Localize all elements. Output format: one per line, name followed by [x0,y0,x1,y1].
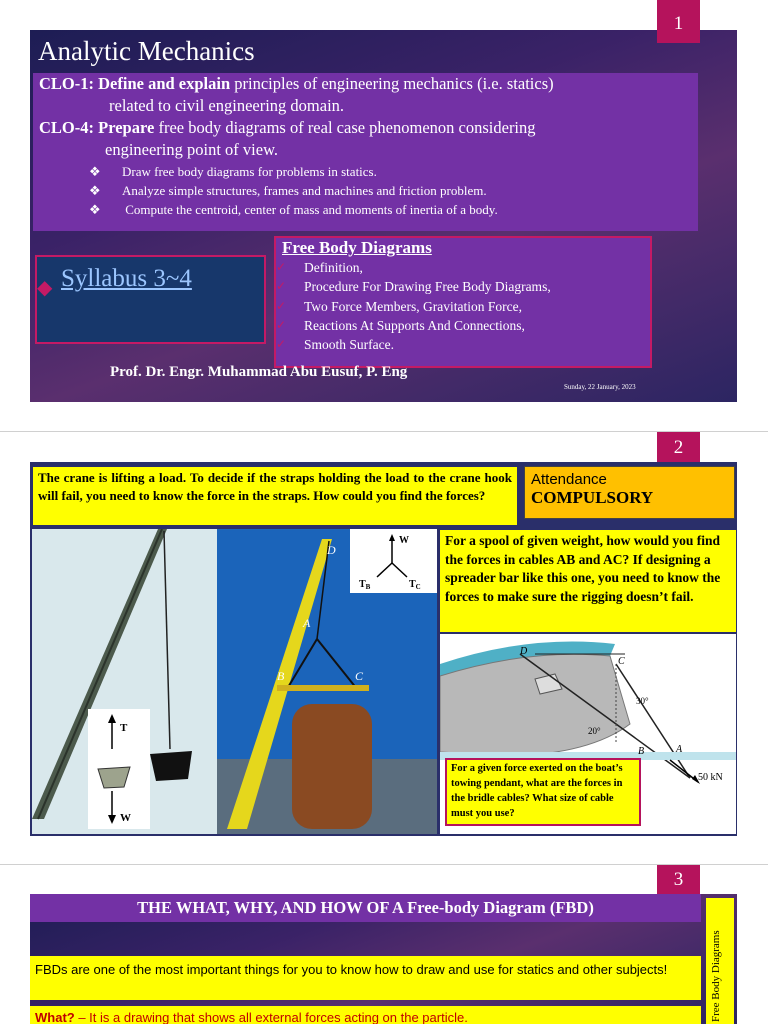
page-number: 3 [657,865,700,937]
fbd-intro: FBDs are one of the most important things for you to know how to draw and use for statics and other subjects! [30,956,701,1000]
slide-3 [30,894,737,1024]
slide-divider [0,864,768,865]
compulsory-label: COMPULSORY [531,488,654,507]
spool-weight-label: W [399,535,409,546]
diamond-bullet-icon: ❖ [89,183,101,198]
boat-question: For a given force exerted on the boat’s towing pendant, what are the forces in the bridle cables? What size of cable must you use? [445,758,641,826]
crane-question: The crane is lifting a load. To decide if the straps holding the load to the crane hook will fail, you need to know the force in the straps. How could you find the forces? [33,467,517,525]
tension-b-label: $T_B$ [359,579,371,591]
side-label: Free Body Diagrams [710,930,722,1022]
point-d-label: D [327,543,336,557]
slide-2 [30,462,737,836]
attendance-box [524,466,735,519]
page-number: 1 [657,0,700,43]
clo-bullets [33,162,698,219]
point-b-label: B [277,669,285,683]
slide-1 [30,30,737,402]
slide-title: Analytic Mechanics [38,36,255,66]
list-item: ✓ Two Force Members, Gravitation Force, [276,297,650,316]
force-label: 50 kN [698,772,723,783]
diamond-bullet-icon: ❖ [89,202,101,217]
side-label-box [706,898,734,1024]
angle-30-label: 30° [636,696,649,706]
list-item: ❖ Draw free body diagrams for problems in statics. [89,164,377,179]
clo-box [33,73,698,231]
point-c-label: C [355,669,364,683]
page-number: 2 [657,432,700,462]
list-item: ✓ Reactions At Supports And Connections, [276,316,650,335]
clo-4: CLO-4: Prepare free body diagrams of real case phenomenon considering [39,118,536,137]
list-item: ✓ Smooth Surface. [276,335,650,354]
boat-point-a-label: A [676,744,683,755]
list-item: ❖ Compute the centroid, center of mass and moments of inertia of a body. [89,202,498,217]
spool-question: For a spool of given weight, how would you find the forces in cables AB and AC? If designing a spreader bar like this one, you need to know the forces to make sure the rigging doesn’t fail. [440,530,736,632]
crane-photo [32,529,217,834]
slide-3-title: THE WHAT, WHY, AND HOW OF A Free-body Diagram (FBD) [30,894,701,922]
clo-1-cont: related to civil engineering domain. [109,96,345,115]
slide-date: Sunday, 22 January, 2023 [564,383,636,391]
fbd-topics-box [274,236,652,368]
clo-4-cont: engineering point of view. [105,140,279,159]
diamond-arrow-icon: ◆ [37,277,53,299]
list-item: ❖ Analyze simple structures, frames and machines and friction problem. [89,183,487,198]
spool-crane-photo [217,529,437,834]
boat-point-c-label: C [618,656,625,667]
tension-c-label: $T_C$ [409,579,421,591]
professor-name: Prof. Dr. Engr. Muhammad Abu Eusuf, P. Eng [110,364,408,380]
syllabus-box [35,255,266,344]
angle-20-label: 20° [588,726,601,736]
fbd-what: What? – It is a drawing that shows all external forces acting on the particle. [30,1006,701,1024]
clo-1: CLO-1: Define and explain principles of engineering mechanics (i.e. statics) [39,74,554,93]
attendance-label: Attendance [531,471,607,488]
boat-point-d-label: D [520,646,528,657]
point-a-label: A [303,616,311,630]
weight-label: W [120,812,131,824]
fbd-heading: Free Body Diagrams [282,238,432,257]
diamond-bullet-icon: ❖ [89,164,101,179]
slide-divider [0,431,768,432]
boat-point-b-label: B [638,746,645,757]
syllabus-link[interactable]: Syllabus 3~4 [61,265,192,292]
list-item: ✓ Definition, [276,258,650,277]
list-item: ✓ Procedure For Drawing Free Body Diagrams, [276,277,650,296]
tension-label: T [120,722,128,734]
